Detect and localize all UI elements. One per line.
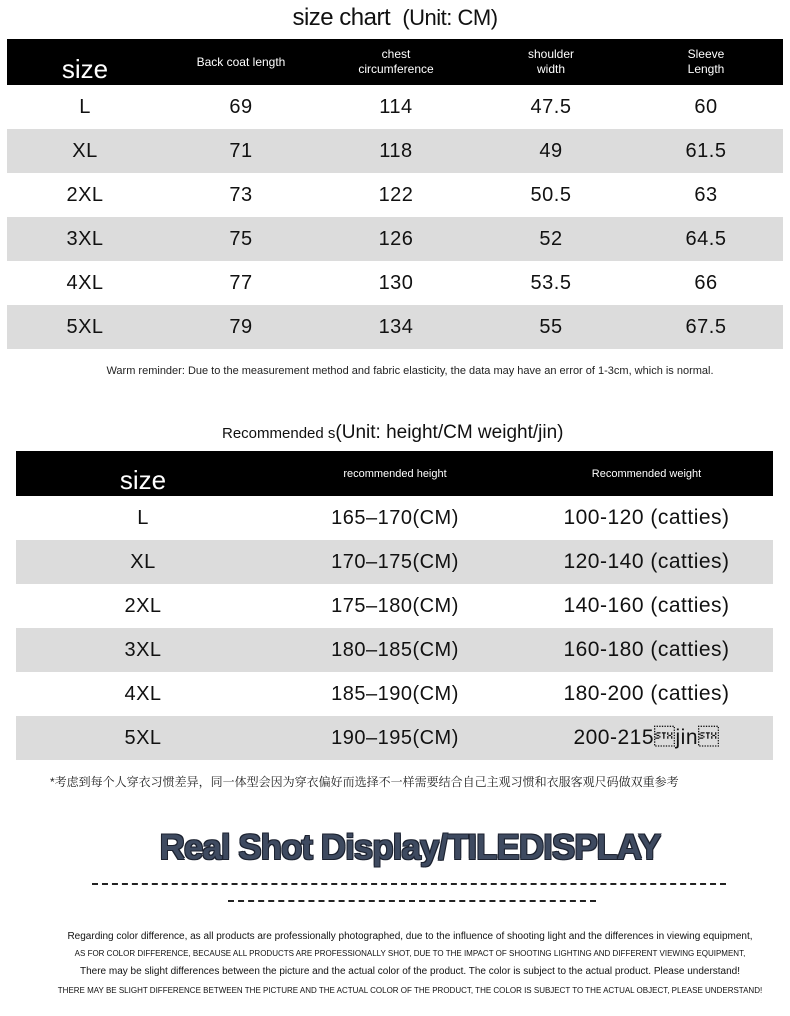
cell-sleeve: 67.5	[685, 315, 727, 338]
size-chart-title	[0, 4, 790, 32]
header-size: size	[119, 465, 167, 495]
cell-chest: 126	[378, 227, 414, 250]
table-row	[16, 628, 773, 672]
header-height: recommended height	[343, 467, 447, 480]
table-row	[16, 540, 773, 584]
cell-chest: 130	[378, 271, 414, 294]
cell-size: L	[79, 95, 91, 118]
cell-shoulder: 49	[539, 139, 563, 162]
cell-weight: 180-200 (catties)	[563, 682, 730, 705]
header-sleeve	[629, 47, 783, 77]
table-row	[7, 217, 783, 261]
recommended-title	[222, 422, 563, 444]
cell-weight: 120-140 (catties)	[563, 550, 730, 573]
cell-size: 4XL	[66, 271, 104, 294]
cell-shoulder: 53.5	[530, 271, 572, 294]
cell-sleeve: 60	[694, 95, 718, 118]
cell-chest: 114	[379, 95, 413, 118]
table-row	[7, 129, 783, 173]
cell-sleeve: 66	[694, 271, 718, 294]
header-shoulder-line2: width	[536, 62, 565, 76]
cell-height: 175–180(CM)	[331, 594, 459, 617]
color-disclaimer-line4: THERE MAY BE SLIGHT DIFFERENCE BETWEEN THE PICTURE AND THE ACTUAL COLOR OF THE PRODUCT, THE COLOR IS SUBJECT TO THE ACTUAL OBJECT, PLEASE UNDERSTAND!	[57, 986, 763, 995]
cell-chest: 122	[378, 183, 414, 206]
cell-size: XL	[130, 550, 156, 573]
cell-size: 3XL	[66, 227, 104, 250]
cell-weight: 140-160 (catties)	[563, 594, 730, 617]
header-sleeve-line2: Length	[687, 62, 725, 76]
header-chest	[319, 47, 473, 77]
cell-weight: 100-120 (catties)	[563, 506, 730, 529]
cell-size: 2XL	[66, 183, 104, 206]
cell-shoulder: 50.5	[530, 183, 572, 206]
cell-chest: 118	[379, 139, 413, 162]
cell-size: 4XL	[124, 682, 162, 705]
recommended-header	[16, 451, 773, 496]
recommended-title-text: Recommended s	[222, 425, 336, 442]
cell-height: 165–170(CM)	[331, 506, 459, 529]
cell-back-length: 79	[229, 315, 253, 338]
fit-note: *考虑到每个人穿衣习惯差异，同一体型会因为穿衣偏好而选择不一样需要结合自己主观习惯和衣服客观尺码做双重参考	[50, 775, 679, 789]
cell-shoulder: 55	[539, 315, 563, 338]
cell-size: L	[137, 506, 149, 529]
table-row	[16, 496, 773, 540]
size-chart-unit: (Unit: CM)	[402, 5, 498, 30]
cell-height: 185–190(CM)	[331, 682, 459, 705]
cell-height: 190–195(CM)	[331, 726, 459, 749]
cell-back-length: 77	[229, 271, 253, 294]
table-row	[7, 85, 783, 129]
size-chart-header	[7, 39, 783, 85]
cell-weight: 160-180 (catties)	[563, 638, 730, 661]
cell-size: 5XL	[124, 726, 162, 749]
size-chart-title-text: size chart	[292, 4, 391, 31]
cell-chest: 134	[378, 315, 414, 338]
header-shoulder	[473, 47, 629, 77]
size-chart-table	[7, 39, 783, 349]
cell-size: XL	[72, 139, 98, 162]
table-row	[7, 305, 783, 349]
header-back-length: Back coat length	[196, 54, 286, 69]
cell-shoulder: 52	[539, 227, 563, 250]
table-row	[7, 173, 783, 217]
cell-size: 5XL	[66, 315, 104, 338]
cell-sleeve: 61.5	[685, 139, 727, 162]
real-shot-title: Real Shot Display/TILEDISPLAY	[159, 828, 661, 867]
header-weight: Recommended weight	[591, 467, 702, 480]
recommended-table	[16, 451, 773, 760]
color-disclaimer-line2: AS FOR COLOR DIFFERENCE, BECAUSE ALL PRODUCTS ARE PROFESSIONALLY SHOT, DUE TO THE IMPACT OF SHOOTING LIGHTING AND DIFFERENT VIEWING EQUIPMENT,	[74, 949, 746, 958]
cell-back-length: 71	[229, 139, 253, 162]
table-row	[16, 584, 773, 628]
header-sleeve-line1: Sleeve	[687, 47, 725, 61]
table-row	[7, 261, 783, 305]
divider	[92, 883, 726, 885]
header-shoulder-line1: shoulder	[527, 47, 575, 61]
table-row	[16, 716, 773, 760]
header-size: size	[61, 53, 109, 84]
cell-size: 2XL	[124, 594, 162, 617]
header-chest-line2: circumference	[358, 62, 434, 76]
cell-back-length: 75	[229, 227, 253, 250]
cell-height: 180–185(CM)	[331, 638, 459, 661]
cell-size: 3XL	[124, 638, 162, 661]
divider	[228, 900, 596, 902]
cell-sleeve: 64.5	[685, 227, 727, 250]
header-chest-line1: chest	[381, 47, 411, 61]
cell-back-length: 73	[229, 183, 253, 206]
color-disclaimer-line3: There may be slight differences between the picture and the actual color of the product. The color is subject to the actual product. Please understand!	[79, 966, 741, 977]
recommended-unit: (Unit: height/CM weight/jin)	[335, 422, 564, 443]
cell-height: 170–175(CM)	[331, 550, 459, 573]
cell-sleeve: 63	[694, 183, 718, 206]
cell-back-length: 69	[229, 95, 253, 118]
color-disclaimer-line1: Regarding color difference, as all products are professionally photographed, due to the influence of shooting light and the differences in viewing equipment,	[67, 931, 753, 942]
table-row	[16, 672, 773, 716]
cell-shoulder: 47.5	[530, 95, 572, 118]
cell-weight: 200-215jin	[573, 726, 720, 749]
warm-reminder: Warm reminder: Due to the measurement method and fabric elasticity, the data may have an error of 1-3cm, which is normal.	[106, 365, 714, 377]
